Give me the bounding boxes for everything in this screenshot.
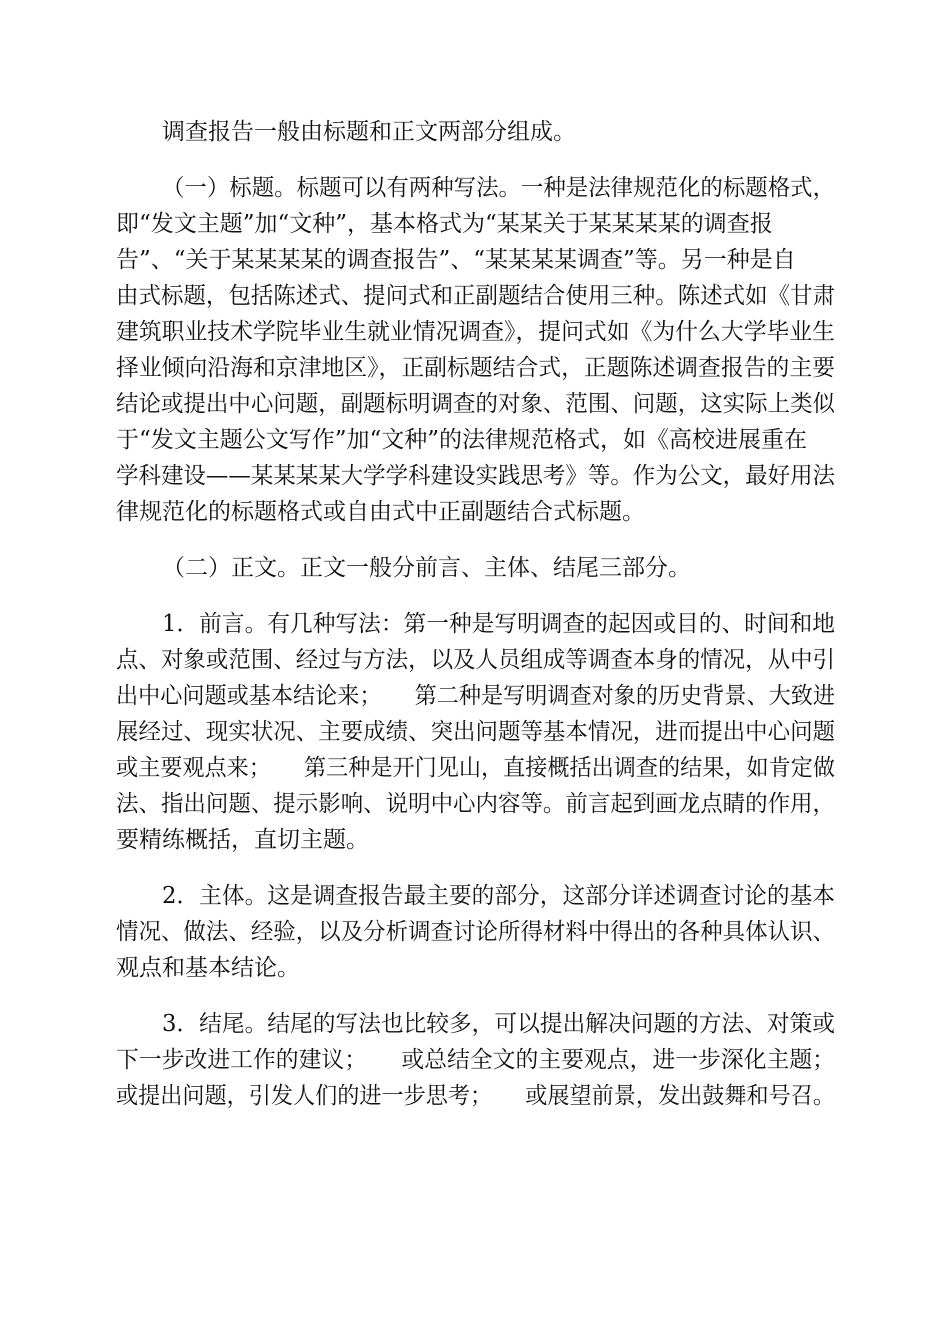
paragraph-line: 择业倾向沿海和京津地区》，正副标题结合式，正题陈述调查报告的主要 (116, 355, 835, 381)
paragraph-line: 建筑职业技术学院毕业生就业情况调查》，提问式如《为什么大学毕业生 (116, 319, 835, 345)
paragraph-line: 要精练概括，直切主题。 (116, 827, 369, 853)
paragraph-line: 下一步改进工作的建议； 或总结全文的主要观点，进一步深化主题； (116, 1047, 835, 1073)
paragraph-line: 观点和基本结论。 (116, 955, 300, 981)
paragraph-line: （一）标题。标题可以有两种写法。一种是法律规范化的标题格式， (162, 175, 835, 201)
paragraph-line: 学科建设——某某某某大学学科建设实践思考》等。作为公文，最好用法 (116, 463, 835, 489)
paragraph-line: 出中心问题或基本结论来； 第二种是写明调查对象的历史背景、大致进 (116, 683, 835, 709)
paragraph-line: 1．前言。有几种写法：第一种是写明调查的起因或目的、时间和地 (162, 611, 835, 637)
paragraph-line: 结论或提出中心问题，副题标明调查的对象、范围、问题，这实际上类似 (116, 391, 835, 417)
paragraph-line: 2．主体。这是调查报告最主要的部分，这部分详述调查讨论的基本 (162, 883, 835, 909)
paragraph-line: 点、对象或范围、经过与方法，以及人员组成等调查本身的情况，从中引 (116, 647, 835, 673)
paragraph-line: 调查报告一般由标题和正文两部分组成。 (162, 119, 576, 145)
paragraph-line: 或主要观点来； 第三种是开门见山，直接概括出调查的结果，如肯定做 (116, 755, 835, 781)
paragraph-line: 即“发文主题”加“文种”，基本格式为“某某关于某某某某的调查报 (116, 211, 773, 237)
paragraph-line: 3．结尾。结尾的写法也比较多，可以提出解决问题的方法、对策或 (162, 1011, 835, 1037)
paragraph-line: （二）正文。正文一般分前言、主体、结尾三部分。 (162, 555, 691, 581)
paragraph-line: 或提出问题，引发人们的进一步思考； 或展望前景，发出鼓舞和号召。 (116, 1083, 835, 1109)
paragraph-line: 情况、做法、经验，以及分析调查讨论所得材料中得出的各种具体认识、 (116, 919, 835, 945)
paragraph-line: 由式标题，包括陈述式、提问式和正副题结合使用三种。陈述式如《甘肃 (116, 283, 835, 309)
paragraph-line: 律规范化的标题格式或自由式中正副题结合式标题。 (116, 499, 645, 525)
paragraph-line: 法、指出问题、提示影响、说明中心内容等。前言起到画龙点睛的作用， (116, 791, 835, 817)
paragraph-line: 告”、“关于某某某某的调查报告”、“某某某某调查”等。另一种是自 (116, 247, 796, 273)
paragraph-line: 于“发文主题公文写作”加“文种”的法律规范格式，如《高校进展重在 (116, 427, 808, 453)
paragraph-line: 展经过、现实状况、主要成绩、突出问题等基本情况，进而提出中心问题 (116, 719, 835, 745)
